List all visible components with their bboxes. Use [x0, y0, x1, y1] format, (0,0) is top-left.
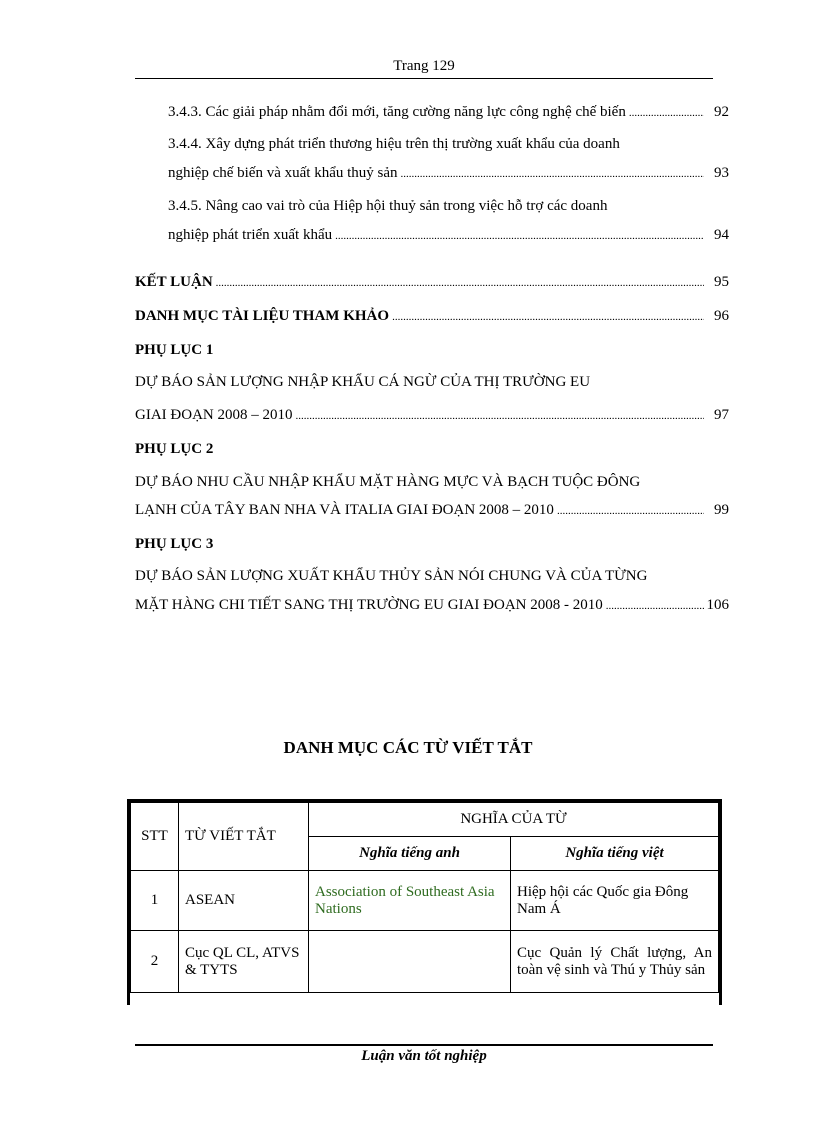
toc-entry-text: KẾT LUẬN: [135, 274, 213, 290]
table-row: [131, 871, 719, 931]
toc-entry-text: LẠNH CỦA TÂY BAN NHA VÀ ITALIA GIAI ĐOẠN 2008 – 2010: [135, 502, 554, 518]
toc-appendix-3-cont[interactable]: [135, 593, 729, 617]
header-abbreviation: TỪ VIẾT TẮT: [179, 803, 309, 871]
cell-english: [309, 931, 511, 993]
header-vietnamese: Nghĩa tiếng việt: [511, 837, 719, 871]
toc-leader: [606, 594, 704, 618]
cell-abbreviation: ASEAN: [179, 871, 309, 931]
header-english: Nghĩa tiếng anh: [309, 837, 511, 871]
toc-page-number: 94: [714, 227, 729, 243]
toc-entry-3-4-4-cont[interactable]: [168, 161, 729, 185]
cell-vietnamese: Hiệp hội các Quốc gia Đông Nam Á: [511, 871, 719, 931]
toc-page-number: 97: [714, 407, 729, 423]
toc-appendix-2[interactable]: PHỤ LỤC 2: [135, 441, 214, 457]
toc-page-number: 99: [714, 502, 729, 518]
toc-leader: [392, 305, 704, 329]
toc-page-number: 92: [714, 104, 729, 120]
table-row: [131, 931, 719, 993]
abbreviations-title: DANH MỤC CÁC TỪ VIẾT TẮT: [283, 738, 533, 757]
toc-leader: [335, 224, 704, 248]
toc-appendix-2-title[interactable]: DỰ BÁO NHU CẦU NHẬP KHẨU MẶT HÀNG MỰC VÀ BẠCH TUỘC ĐÔNG: [135, 474, 641, 490]
toc-appendix-3-title[interactable]: DỰ BÁO SẢN LƯỢNG XUẤT KHẨU THỦY SẢN NÓI CHUNG VÀ CỦA TỪNG: [135, 568, 648, 584]
toc-entry-3-4-3[interactable]: [168, 100, 729, 124]
toc-entry-references[interactable]: [135, 304, 729, 328]
footer-rule: [135, 1044, 713, 1046]
toc-entry-text: 3.4.3. Các giải pháp nhằm đổi mới, tăng cường năng lực công nghệ chế biến: [168, 104, 626, 120]
page-footer: Luận văn tốt nghiệp: [361, 1048, 487, 1064]
toc-page-number: 96: [714, 308, 729, 324]
toc-leader: [216, 271, 704, 295]
toc-leader: [557, 499, 704, 523]
toc-appendix-1-cont[interactable]: [135, 403, 729, 427]
cell-abbreviation: Cục QL CL, ATVS & TYTS: [179, 931, 309, 993]
toc-entry-text: nghiệp phát triển xuất khẩu: [168, 227, 333, 243]
toc-leader: [401, 162, 704, 186]
toc-appendix-3[interactable]: PHỤ LỤC 3: [135, 536, 214, 552]
toc-page-number: 93: [714, 165, 729, 181]
toc-entry-text: MẶT HÀNG CHI TIẾT SANG THỊ TRƯỜNG EU GIAI ĐOẠN 2008 - 2010: [135, 597, 603, 613]
header-stt: STT: [131, 803, 179, 871]
toc-appendix-1-title[interactable]: DỰ BÁO SẢN LƯỢNG NHẬP KHẨU CÁ NGỪ CỦA THỊ TRƯỜNG EU: [135, 374, 591, 390]
toc-page-number: 95: [714, 274, 729, 290]
toc-appendix-2-cont[interactable]: [135, 498, 729, 522]
cell-stt: 1: [131, 871, 179, 931]
toc-entry-text: nghiệp chế biến và xuất khẩu thuỷ sản: [168, 165, 398, 181]
toc-appendix-1[interactable]: PHỤ LỤC 1: [135, 342, 214, 358]
toc-entry-3-4-5[interactable]: 3.4.5. Nâng cao vai trò của Hiệp hội thuỷ sản trong việc hỗ trợ các doanh: [168, 198, 608, 214]
header-meaning: NGHĨA CỦA TỪ: [309, 803, 719, 837]
cell-stt: 2: [131, 931, 179, 993]
toc-entry-text: DANH MỤC TÀI LIỆU THAM KHẢO: [135, 308, 390, 324]
toc-leader: [629, 101, 704, 125]
abbreviations-table: [127, 799, 722, 1005]
toc-entry-3-4-5-cont[interactable]: [168, 223, 729, 247]
cell-english: Association of Southeast Asia Nations: [309, 871, 511, 931]
cell-vietnamese: Cục Quản lý Chất lượng, An toàn vệ sinh và Thú y Thủy sản: [511, 931, 719, 993]
toc-entry-3-4-4[interactable]: 3.4.4. Xây dựng phát triển thương hiệu trên thị trường xuất khẩu của doanh: [168, 136, 620, 152]
header-rule: [135, 78, 713, 79]
toc-leader: [296, 404, 705, 428]
toc-entry-text: GIAI ĐOẠN 2008 – 2010: [135, 407, 293, 423]
toc-page-number: 106: [706, 597, 729, 613]
page-header: Trang 129: [393, 58, 455, 74]
toc-entry-ket-luan[interactable]: [135, 270, 729, 294]
